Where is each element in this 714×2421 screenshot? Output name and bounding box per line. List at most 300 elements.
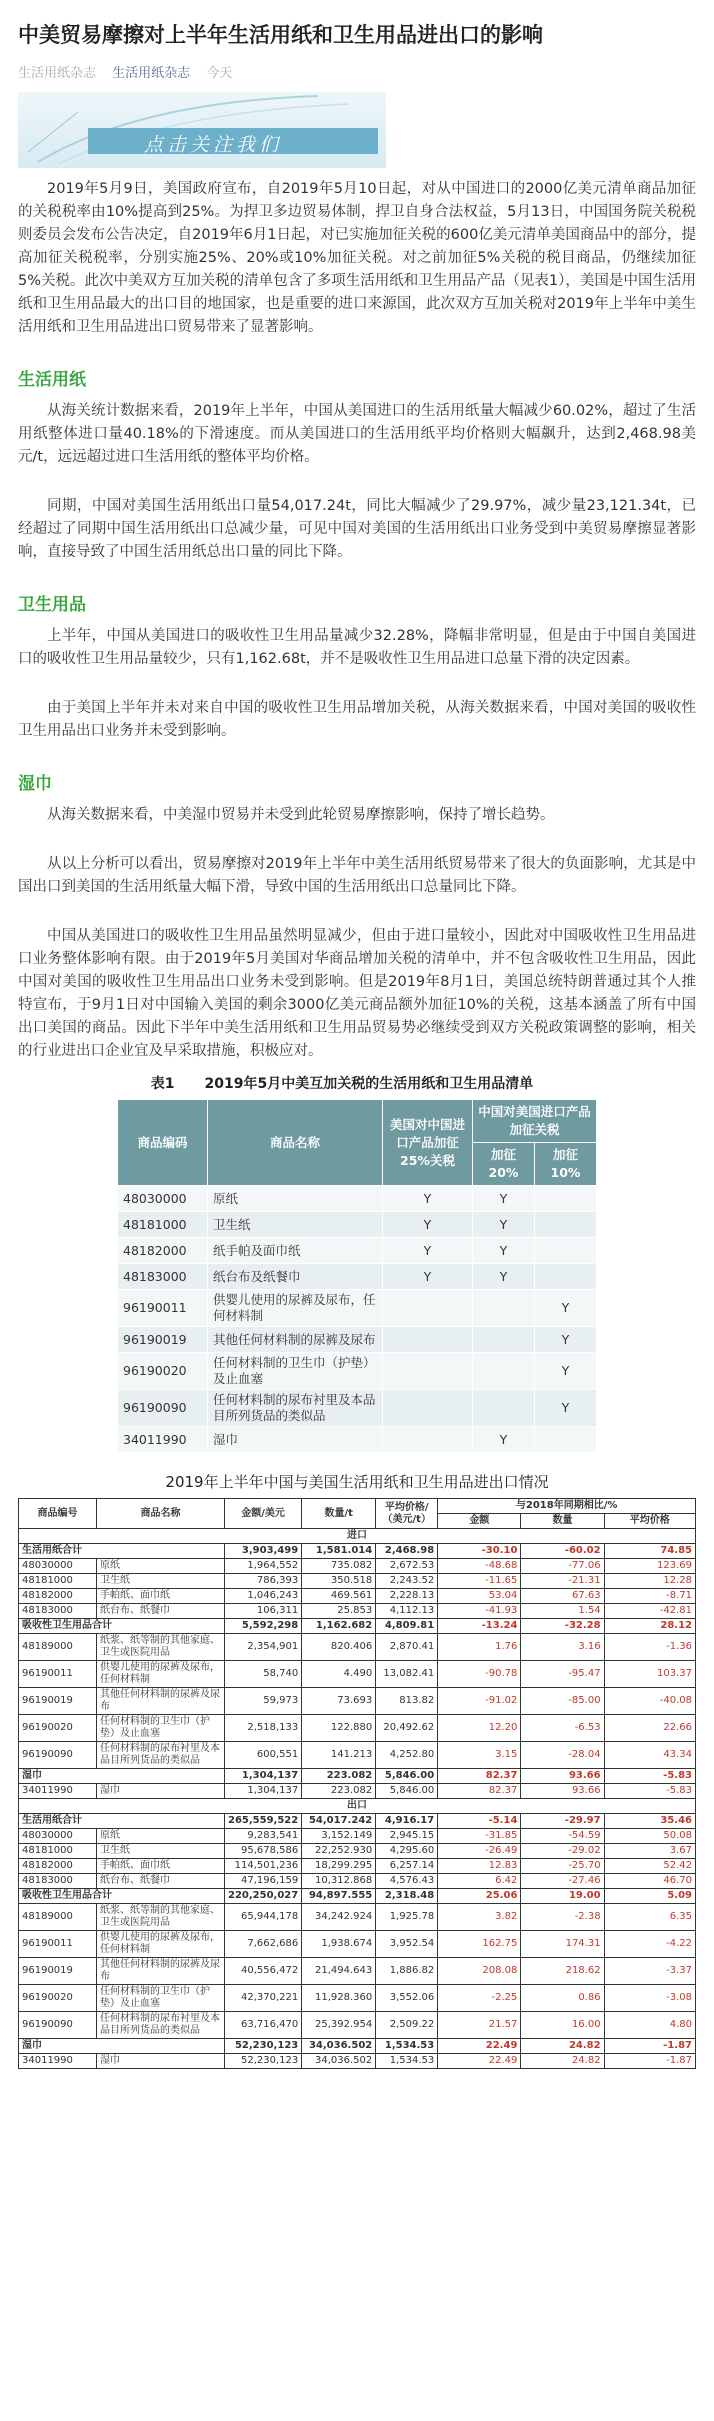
cell-qty: 223.082 — [302, 1769, 376, 1784]
cell-name: 其他任何材料制的尿裤及尿布 — [97, 1688, 225, 1715]
cell-code: 34011990 — [118, 1427, 208, 1453]
cell-name: 湿巾 — [208, 1427, 383, 1453]
cell-code: 96190011 — [19, 1931, 97, 1958]
cell-qty: 4.490 — [302, 1661, 376, 1688]
cell-yoy-qty: 19.00 — [521, 1889, 604, 1904]
cell-name: 其他任何材料制的尿裤及尿布 — [208, 1327, 383, 1353]
cell-name: 任何材料制的尿布衬里及本品目所列货品的类似品 — [97, 2012, 225, 2039]
cell-yoy-amount: 12.20 — [438, 1715, 521, 1742]
cell-yoy-price: -3.08 — [604, 1985, 695, 2012]
cell-price: 2,509.22 — [376, 2012, 438, 2039]
t2-header-qty: 数量/t — [302, 1499, 376, 1529]
cell-qty: 25,392.954 — [302, 2012, 376, 2039]
cell-amount: 9,283,541 — [225, 1829, 302, 1844]
cell-amount: 1,304,137 — [225, 1784, 302, 1799]
cell-amount: 1,046,243 — [225, 1589, 302, 1604]
cell-amount: 2,518,133 — [225, 1715, 302, 1742]
cell-price: 20,492.62 — [376, 1715, 438, 1742]
col-header-cn-tariff: 中国对美国进口产品加征关税 — [473, 1100, 597, 1143]
cell-10pct: Y — [535, 1290, 597, 1327]
tariff-list-table — [117, 1099, 597, 1453]
cell-amount: 65,944,178 — [225, 1904, 302, 1931]
cell-name: 原纸 — [97, 1829, 225, 1844]
cell-price: 1,534.53 — [376, 2039, 438, 2054]
cell-qty: 21,494.643 — [302, 1958, 376, 1985]
cell-qty: 1,581.014 — [302, 1544, 376, 1559]
cell-price: 4,252.80 — [376, 1742, 438, 1769]
cell-qty: 10,312.868 — [302, 1874, 376, 1889]
cell-code: 48181000 — [19, 1574, 97, 1589]
cell-code: 湿巾 — [19, 2039, 225, 2054]
cell-yoy-amount: 82.37 — [438, 1769, 521, 1784]
article-meta — [18, 62, 696, 84]
tissue-paragraph-1: 从海关统计数据来看，2019年上半年，中国从美国进口的生活用纸量大幅减少60.02%，超过了生活用纸整体进口量40.18%的下滑速度。而从美国进口的生活用纸平均价格则大幅飙升，达到2,468.98美元/t，远远超过进口生活用纸的整体平均价格。 — [18, 403, 696, 465]
cell-yoy-price: 50.08 — [604, 1829, 695, 1844]
t2-header-yoy-qty: 数量 — [521, 1514, 604, 1529]
cell-yoy-qty: -29.97 — [521, 1814, 604, 1829]
account-link[interactable]: 生活用纸杂志 — [112, 66, 191, 81]
cell-yoy-amount: -26.49 — [438, 1844, 521, 1859]
cell-yoy-price: -42.81 — [604, 1604, 695, 1619]
table-row — [19, 1985, 696, 2012]
t2-header-name: 商品名称 — [97, 1499, 225, 1529]
cell-qty: 34,242.924 — [302, 1904, 376, 1931]
cell-yoy-qty: -77.06 — [521, 1559, 604, 1574]
table-row — [19, 1904, 696, 1931]
cell-price: 4,809.81 — [376, 1619, 438, 1634]
cell-yoy-price: 103.37 — [604, 1661, 695, 1688]
cell-name: 任何材料制的尿布衬里及本品目所列货品的类似品 — [97, 1742, 225, 1769]
cell-yoy-qty: 24.82 — [521, 2054, 604, 2069]
col-header-us-import: 美国对中国进口产品加征25%关税 — [383, 1100, 473, 1186]
cell-yoy-price: 52.42 — [604, 1859, 695, 1874]
table-row — [19, 1604, 696, 1619]
cell-name: 卫生纸 — [97, 1844, 225, 1859]
cell-name: 原纸 — [208, 1186, 383, 1212]
cell-amount: 59,973 — [225, 1688, 302, 1715]
cell-name: 手帕纸、面巾纸 — [97, 1859, 225, 1874]
cell-qty: 73.693 — [302, 1688, 376, 1715]
cell-yoy-qty: -32.28 — [521, 1619, 604, 1634]
cell-10pct — [535, 1427, 597, 1453]
import-section-label: 进口 — [19, 1529, 696, 1544]
cell-code: 34011990 — [19, 1784, 97, 1799]
cell-code: 96190020 — [19, 1985, 97, 2012]
table1-label: 表1 — [150, 1076, 175, 1092]
banner-text: 点击关注我们 — [144, 134, 283, 156]
cell-20pct: Y — [473, 1238, 535, 1264]
t2-header-code: 商品编号 — [19, 1499, 97, 1529]
cell-yoy-amount: 25.06 — [438, 1889, 521, 1904]
cell-code: 48030000 — [19, 1829, 97, 1844]
cell-price: 1,925.78 — [376, 1904, 438, 1931]
cell-amount: 40,556,472 — [225, 1958, 302, 1985]
article-title: 中美贸易摩擦对上半年生活用纸和卫生用品进出口的影响 — [18, 23, 543, 47]
cell-code: 96190090 — [19, 2012, 97, 2039]
cell-name: 纸手帕及面巾纸 — [208, 1238, 383, 1264]
cell-us-import: Y — [383, 1238, 473, 1264]
cell-yoy-price: 43.34 — [604, 1742, 695, 1769]
cell-yoy-amount: -30.10 — [438, 1544, 521, 1559]
cell-yoy-qty: 174.31 — [521, 1931, 604, 1958]
cell-qty: 94,897.555 — [302, 1889, 376, 1904]
cell-yoy-amount: -5.14 — [438, 1814, 521, 1829]
cell-code: 96190020 — [19, 1715, 97, 1742]
cell-yoy-price: -4.22 — [604, 1931, 695, 1958]
cell-yoy-price: -40.08 — [604, 1688, 695, 1715]
table1-caption — [18, 1073, 696, 1093]
source-label: 生活用纸杂志 — [18, 66, 97, 81]
cell-yoy-price: -1.87 — [604, 2039, 695, 2054]
cell-amount: 2,354,901 — [225, 1634, 302, 1661]
cell-price: 2,672.53 — [376, 1559, 438, 1574]
col-header-10pct: 加征10% — [535, 1143, 597, 1186]
cell-yoy-amount: -90.78 — [438, 1661, 521, 1688]
cell-yoy-price: 123.69 — [604, 1559, 695, 1574]
cell-yoy-qty: -25.70 — [521, 1859, 604, 1874]
cell-amount: 1,304,137 — [225, 1769, 302, 1784]
cell-us-import — [383, 1427, 473, 1453]
cell-yoy-amount: 3.15 — [438, 1742, 521, 1769]
table-row — [19, 1589, 696, 1604]
cell-price: 5,846.00 — [376, 1769, 438, 1784]
cell-yoy-amount: -41.93 — [438, 1604, 521, 1619]
cell-code: 48183000 — [19, 1604, 97, 1619]
cell-code: 48183000 — [19, 1874, 97, 1889]
cell-yoy-amount: -91.02 — [438, 1688, 521, 1715]
cell-yoy-price: 5.09 — [604, 1889, 695, 1904]
cell-10pct: Y — [535, 1390, 597, 1427]
cell-yoy-amount: -13.24 — [438, 1619, 521, 1634]
cell-10pct — [535, 1238, 597, 1264]
cell-code: 48183000 — [118, 1264, 208, 1290]
table-row — [19, 1769, 696, 1784]
cell-price: 6,257.14 — [376, 1859, 438, 1874]
cell-yoy-qty: 1.54 — [521, 1604, 604, 1619]
cell-code: 48182000 — [19, 1589, 97, 1604]
cell-amount: 95,678,586 — [225, 1844, 302, 1859]
cell-price: 2,318.48 — [376, 1889, 438, 1904]
cell-us-import — [383, 1327, 473, 1353]
table-row — [19, 1889, 696, 1904]
t2-header-amount: 金额/美元 — [225, 1499, 302, 1529]
cell-name: 手帕纸、面巾纸 — [97, 1589, 225, 1604]
cell-price: 4,916.17 — [376, 1814, 438, 1829]
table-row — [19, 2054, 696, 2069]
cell-yoy-price: 6.35 — [604, 1904, 695, 1931]
cell-10pct: Y — [535, 1353, 597, 1390]
cell-code: 96190090 — [19, 1742, 97, 1769]
cell-yoy-qty: -85.00 — [521, 1688, 604, 1715]
cell-yoy-qty: 93.66 — [521, 1769, 604, 1784]
table-row — [19, 2012, 696, 2039]
table-row — [118, 1327, 597, 1353]
col-header-20pct: 加征20% — [473, 1143, 535, 1186]
cell-price: 5,846.00 — [376, 1784, 438, 1799]
cell-qty: 34,036.502 — [302, 2054, 376, 2069]
section-heading-hygiene: 卫生用品 — [18, 595, 86, 615]
cell-name: 纸浆、纸等制的其他家庭、卫生或医院用品 — [97, 1634, 225, 1661]
cell-code: 48030000 — [19, 1559, 97, 1574]
cell-qty: 11,928.360 — [302, 1985, 376, 2012]
t2-header-yoy-price: 平均价格 — [604, 1514, 695, 1529]
cell-code: 48181000 — [19, 1844, 97, 1859]
cell-yoy-qty: 24.82 — [521, 2039, 604, 2054]
cell-price: 2,243.52 — [376, 1574, 438, 1589]
table-row — [19, 1544, 696, 1559]
cell-us-import: Y — [383, 1212, 473, 1238]
table-row — [118, 1212, 597, 1238]
table-row — [19, 1784, 696, 1799]
cell-yoy-qty: 93.66 — [521, 1784, 604, 1799]
cell-yoy-price: -5.83 — [604, 1784, 695, 1799]
cell-yoy-qty: 67.63 — [521, 1589, 604, 1604]
cell-yoy-price: -5.83 — [604, 1769, 695, 1784]
cell-price: 3,952.54 — [376, 1931, 438, 1958]
cell-20pct — [473, 1390, 535, 1427]
hygiene-paragraph-1: 上半年，中国从美国进口的吸收性卫生用品量减少32.28%，降幅非常明显，但是由于中国自美国进口的吸收性卫生用品量较少，只有1,162.68t，并不是吸收性卫生用品进口总量下滑的决定因素。 — [18, 628, 696, 667]
cell-yoy-amount: -2.25 — [438, 1985, 521, 2012]
cell-yoy-qty: -21.31 — [521, 1574, 604, 1589]
cell-yoy-amount: 6.42 — [438, 1874, 521, 1889]
cell-code: 生活用纸合计 — [19, 1814, 225, 1829]
conclusion-paragraph-1: 从以上分析可以看出，贸易摩擦对2019年上半年中美生活用纸贸易带来了很大的负面影响，尤其是中国出口到美国的生活用纸量大幅下滑，导致中国的生活用纸出口总量同比下降。 — [18, 856, 696, 895]
table-row — [118, 1264, 597, 1290]
cell-yoy-amount: 162.75 — [438, 1931, 521, 1958]
cell-yoy-amount: 21.57 — [438, 2012, 521, 2039]
cell-amount: 3,903,499 — [225, 1544, 302, 1559]
trade-stats-table — [18, 1498, 696, 2069]
table1-title: 2019年5月中美互加关税的生活用纸和卫生用品清单 — [204, 1076, 534, 1092]
table-row — [118, 1186, 597, 1212]
cell-qty: 3,152.149 — [302, 1829, 376, 1844]
cell-code: 生活用纸合计 — [19, 1544, 225, 1559]
import-section-row — [19, 1529, 696, 1544]
cell-20pct: Y — [473, 1212, 535, 1238]
cell-yoy-price: 35.46 — [604, 1814, 695, 1829]
cell-qty: 122.880 — [302, 1715, 376, 1742]
cell-name: 卫生纸 — [208, 1212, 383, 1238]
cell-price: 4,576.43 — [376, 1874, 438, 1889]
cell-code: 96190019 — [19, 1688, 97, 1715]
cell-price: 1,534.53 — [376, 2054, 438, 2069]
cell-yoy-price: -1.87 — [604, 2054, 695, 2069]
wipes-paragraph: 从海关数据来看，中美湿巾贸易并未受到此轮贸易摩擦影响，保持了增长趋势。 — [47, 807, 555, 823]
cell-yoy-amount: 53.04 — [438, 1589, 521, 1604]
cell-name: 供婴儿使用的尿裤及尿布，任何材料制 — [97, 1661, 225, 1688]
cell-code: 48182000 — [19, 1859, 97, 1874]
cell-qty: 18,299.295 — [302, 1859, 376, 1874]
cell-us-import — [383, 1390, 473, 1427]
cell-yoy-amount: 82.37 — [438, 1784, 521, 1799]
cell-amount: 52,230,123 — [225, 2054, 302, 2069]
table-row — [19, 1559, 696, 1574]
cell-code: 吸收性卫生用品合计 — [19, 1619, 225, 1634]
cell-10pct — [535, 1264, 597, 1290]
cell-qty: 469.561 — [302, 1589, 376, 1604]
cell-qty: 223.082 — [302, 1784, 376, 1799]
cell-name: 供婴儿使用的尿裤及尿布，任何材料制 — [208, 1290, 383, 1327]
table-row — [19, 1958, 696, 1985]
cell-20pct — [473, 1353, 535, 1390]
table1-body — [118, 1186, 597, 1453]
cell-amount: 42,370,221 — [225, 1985, 302, 2012]
cell-yoy-amount: 22.49 — [438, 2039, 521, 2054]
cell-name: 纸浆、纸等制的其他家庭、卫生或医院用品 — [97, 1904, 225, 1931]
cell-20pct: Y — [473, 1427, 535, 1453]
cell-yoy-price: 12.28 — [604, 1574, 695, 1589]
cell-amount: 786,393 — [225, 1574, 302, 1589]
t2-header-yoy-amount: 金额 — [438, 1514, 521, 1529]
cell-code: 48189000 — [19, 1904, 97, 1931]
cell-code: 96190011 — [19, 1661, 97, 1688]
cell-yoy-qty: -27.46 — [521, 1874, 604, 1889]
cell-amount: 106,311 — [225, 1604, 302, 1619]
cell-amount: 5,592,298 — [225, 1619, 302, 1634]
section-heading-tissue: 生活用纸 — [18, 370, 86, 390]
cell-amount: 63,716,470 — [225, 2012, 302, 2039]
table-row — [19, 1688, 696, 1715]
cell-20pct — [473, 1327, 535, 1353]
cell-yoy-amount: -48.68 — [438, 1559, 521, 1574]
intro-paragraph: 2019年5月9日，美国政府宣布，自2019年5月10日起，对从中国进口的2000亿美元清单商品加征的关税税率由10%提高到25%。为捍卫多边贸易体制，捍卫自身合法权益，5月13日，中国国务院关税税则委员会发布公告决定，自2019年6月1日起，对已实施加征关税的600亿美元清单美国商品中的部分，提高加征关税税率，分别实施25%、20%或10%加征关税。对之前加征5%关税的税目商品，仍继续加征5%关税。此次中美双方互加关税的清单包含了多项生活用纸和卫生用品产品（见表1），美国是中国生活用纸和卫生用品最大的出口目的地国家，也是重要的进口来源国，此次双方互加关税对2019年上半年中美生活用纸和卫生用品进出口贸易带来了显著影响。 — [18, 181, 696, 335]
cell-yoy-amount: 208.08 — [438, 1958, 521, 1985]
table-row — [19, 1574, 696, 1589]
cell-yoy-qty: -2.38 — [521, 1904, 604, 1931]
cell-name: 湿巾 — [97, 2054, 225, 2069]
cell-10pct — [535, 1212, 597, 1238]
cell-code: 吸收性卫生用品合计 — [19, 1889, 225, 1904]
cell-qty: 34,036.502 — [302, 2039, 376, 2054]
cell-qty: 820.406 — [302, 1634, 376, 1661]
cell-name: 其他任何材料制的尿裤及尿布 — [97, 1958, 225, 1985]
table-row — [19, 1874, 696, 1889]
cell-code: 48182000 — [118, 1238, 208, 1264]
cell-yoy-price: -3.37 — [604, 1958, 695, 1985]
cell-amount: 600,551 — [225, 1742, 302, 1769]
cell-qty: 1,162.682 — [302, 1619, 376, 1634]
table2-title: 2019年上半年中国与美国生活用纸和卫生用品进出口情况 — [165, 1473, 549, 1491]
cell-qty: 1,938.674 — [302, 1931, 376, 1958]
table2-body — [19, 1529, 696, 2069]
cell-amount: 265,559,522 — [225, 1814, 302, 1829]
cell-name: 纸台布及纸餐巾 — [208, 1264, 383, 1290]
cell-amount: 52,230,123 — [225, 2039, 302, 2054]
cell-yoy-qty: -6.53 — [521, 1715, 604, 1742]
cell-code: 96190019 — [118, 1327, 208, 1353]
cell-name: 任何材料制的尿布衬里及本品目所列货品的类似品 — [208, 1390, 383, 1427]
cell-yoy-price: 4.80 — [604, 2012, 695, 2039]
cell-yoy-qty: 0.86 — [521, 1985, 604, 2012]
cell-yoy-qty: 16.00 — [521, 2012, 604, 2039]
cell-price: 13,082.41 — [376, 1661, 438, 1688]
cell-qty: 54,017.242 — [302, 1814, 376, 1829]
cell-name: 任何材料制的卫生巾（护垫）及止血塞 — [97, 1715, 225, 1742]
table-row — [118, 1353, 597, 1390]
cell-code: 48030000 — [118, 1186, 208, 1212]
table-row — [19, 1742, 696, 1769]
cell-10pct — [535, 1186, 597, 1212]
cell-yoy-price: -1.36 — [604, 1634, 695, 1661]
table-row — [19, 1829, 696, 1844]
cell-name: 纸台布、纸餐巾 — [97, 1874, 225, 1889]
cell-yoy-price: 74.85 — [604, 1544, 695, 1559]
cell-price: 3,552.06 — [376, 1985, 438, 2012]
cell-amount: 114,501,236 — [225, 1859, 302, 1874]
banner-strip — [88, 128, 378, 154]
table-row — [118, 1290, 597, 1327]
cell-name: 湿巾 — [97, 1784, 225, 1799]
cell-code: 96190019 — [19, 1958, 97, 1985]
table-row — [19, 1661, 696, 1688]
cell-price: 2,228.13 — [376, 1589, 438, 1604]
cell-name: 原纸 — [97, 1559, 225, 1574]
hygiene-paragraph-2: 由于美国上半年并未对来自中国的吸收性卫生用品增加关税，从海关数据来看，中国对美国的吸收性卫生用品出口业务并未受到影响。 — [18, 700, 696, 739]
cell-yoy-qty: 3.16 — [521, 1634, 604, 1661]
table-row — [118, 1238, 597, 1264]
cell-price: 2,468.98 — [376, 1544, 438, 1559]
cell-code: 96190020 — [118, 1353, 208, 1390]
cell-yoy-price: -8.71 — [604, 1589, 695, 1604]
cell-qty: 350.518 — [302, 1574, 376, 1589]
follow-banner[interactable] — [18, 92, 386, 168]
cell-code: 湿巾 — [19, 1769, 225, 1784]
cell-20pct — [473, 1290, 535, 1327]
cell-yoy-amount: 12.83 — [438, 1859, 521, 1874]
cell-name: 任何材料制的卫生巾（护垫）及止血塞 — [97, 1985, 225, 2012]
cell-price: 4,112.13 — [376, 1604, 438, 1619]
cell-qty: 22,252.930 — [302, 1844, 376, 1859]
cell-yoy-amount: -31.85 — [438, 1829, 521, 1844]
table-row — [19, 1715, 696, 1742]
col-header-name: 商品名称 — [208, 1100, 383, 1186]
cell-price: 2,945.15 — [376, 1829, 438, 1844]
t2-header-yoy: 与2018年同期相比/% — [438, 1499, 696, 1514]
cell-amount: 58,740 — [225, 1661, 302, 1688]
cell-yoy-amount: 3.82 — [438, 1904, 521, 1931]
tissue-paragraph-2: 同期，中国对美国生活用纸出口量54,017.24t，同比大幅减少了29.97%，减少量23,121.34t，已经超过了同期中国生活用纸出口总减少量，可见中国对美国的生活用纸出口业务受到中美贸易摩擦显著影响，直接导致了中国生活用纸总出口量的同比下降。 — [18, 498, 696, 560]
cell-us-import: Y — [383, 1264, 473, 1290]
cell-name: 供婴儿使用的尿裤及尿布，任何材料制 — [97, 1931, 225, 1958]
cell-code: 96190090 — [118, 1390, 208, 1427]
cell-yoy-amount: 1.76 — [438, 1634, 521, 1661]
cell-10pct: Y — [535, 1327, 597, 1353]
cell-name: 卫生纸 — [97, 1574, 225, 1589]
cell-amount: 47,196,159 — [225, 1874, 302, 1889]
cell-yoy-amount: -11.65 — [438, 1574, 521, 1589]
cell-yoy-price: 28.12 — [604, 1619, 695, 1634]
table-row — [118, 1390, 597, 1427]
table-row — [19, 1634, 696, 1661]
cell-yoy-price: 46.70 — [604, 1874, 695, 1889]
table-row — [19, 1619, 696, 1634]
table-row — [118, 1427, 597, 1453]
cell-price: 2,870.41 — [376, 1634, 438, 1661]
table-row — [19, 1844, 696, 1859]
cell-yoy-price: 3.67 — [604, 1844, 695, 1859]
cell-name: 任何材料制的卫生巾（护垫）及止血塞 — [208, 1353, 383, 1390]
cell-code: 48181000 — [118, 1212, 208, 1238]
table-row — [19, 1814, 696, 1829]
cell-20pct: Y — [473, 1264, 535, 1290]
table-row — [19, 1859, 696, 1874]
table-row — [19, 1931, 696, 1958]
cell-yoy-qty: -29.02 — [521, 1844, 604, 1859]
cell-price: 1,886.82 — [376, 1958, 438, 1985]
cell-price: 4,295.60 — [376, 1844, 438, 1859]
cell-code: 34011990 — [19, 2054, 97, 2069]
conclusion-paragraph-2: 中国从美国进口的吸收性卫生用品虽然明显减少，但由于进口量较小，因此对中国吸收性卫生用品进口业务整体影响有限。由于2019年5月美国对华商品增加关税的清单中，并不包含吸收性卫生用品，因此中国对美国的吸收性卫生用品出口业务未受到影响。但是2019年8月1日，美国总统特朗普通过其个人推特宣布，于9月1日对中国输入美国的剩余3000亿美元商品额外加征10%的关税，这基本涵盖了所有中国出口美国的商品。因此下半年中美生活用纸和卫生用品贸易势必继续受到双方关税政策调整的影响，相关的行业进出口企业宜及早采取措施，积极应对。 — [18, 928, 696, 1059]
